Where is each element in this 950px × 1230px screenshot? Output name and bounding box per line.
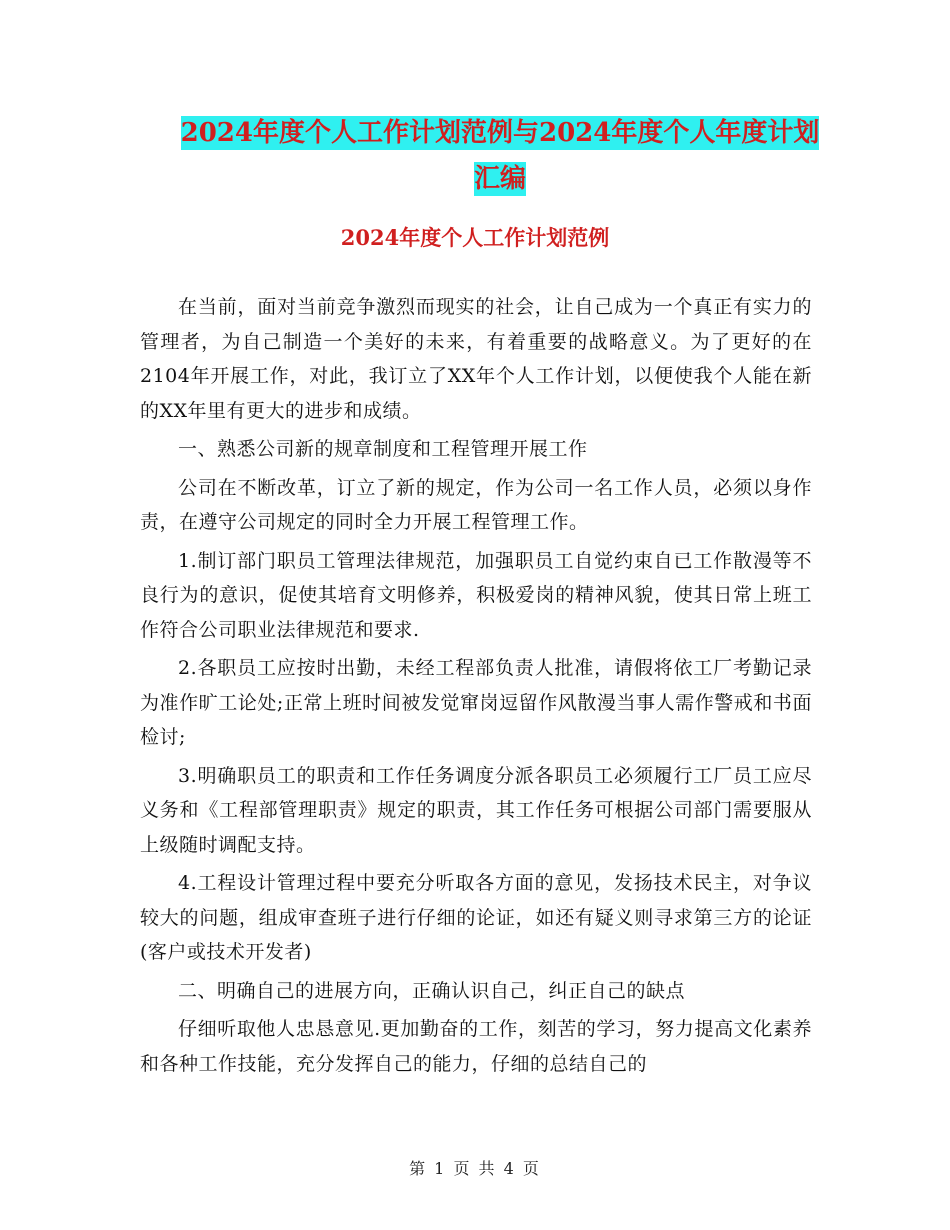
paragraph: 在当前，面对当前竞争激烈而现实的社会，让自己成为一个真正有实力的管理者，为自己制造一个美好的未来，有着重要的战略意义。为了更好的在2104年开展工作，对此，我订立了XX年个人工作计划，以便使我个人能在新的XX年里有更大的进步和成绩。 [140, 296, 812, 422]
paragraph: 3.明确职员工的职责和工作任务调度分派各职员工必须履行工厂员工应尽义务和《工程部管理职责》规定的职责，其工作任务可根据公司部门需要服从上级随时调配支持。 [140, 764, 812, 856]
section-title: 2024年度个人工作计划范例 [340, 225, 610, 250]
paragraph: 二、明确自己的进展方向，正确认识自己，纠正自己的缺点 [178, 979, 686, 1002]
paragraph: 2.各职员工应按时出勤，未经工程部负责人批准，请假将依工厂考勤记录为准作旷工论处;正常上班时间被发觉窜岗逗留作风散漫当事人需作警戒和书面检讨; [140, 657, 812, 748]
document-title-line1: 2024年度个人工作计划范例与2024年度个人年度计划 [180, 118, 820, 148]
paragraph: 一、熟悉公司新的规章制度和工程管理开展工作 [178, 438, 588, 460]
paragraph: 4.工程设计管理过程中要充分听取各方面的意见，发扬技术民主，对争议较大的问题，组成审查班子进行仔细的论证，如还有疑义则寻求第三方的论证(客户或技术开发者) [140, 872, 812, 963]
paragraph: 1.制订部门职员工管理法律规范，加强职员工自觉约束自已工作散漫等不良行为的意识，促使其培育文明修养，积极爱岗的精神风貌，使其日常上班工作符合公司职业法律规范和要求. [140, 549, 812, 641]
document-title-line2: 汇编 [473, 164, 526, 194]
paragraph: 公司在不断改革，订立了新的规定，作为公司一名工作人员，必须以身作责，在遵守公司规定的同时全力开展工程管理工作。 [140, 476, 812, 533]
paragraph: 仔细听取他人忠恳意见.更加勤奋的工作，刻苦的学习，努力提高文化素养和各种工作技能，充分发挥自己的能力，仔细的总结自己的 [140, 1018, 812, 1075]
page-footer: 第 1 页 共 4 页 [409, 1159, 541, 1178]
document-title [150, 110, 850, 202]
document-body [140, 290, 812, 1085]
